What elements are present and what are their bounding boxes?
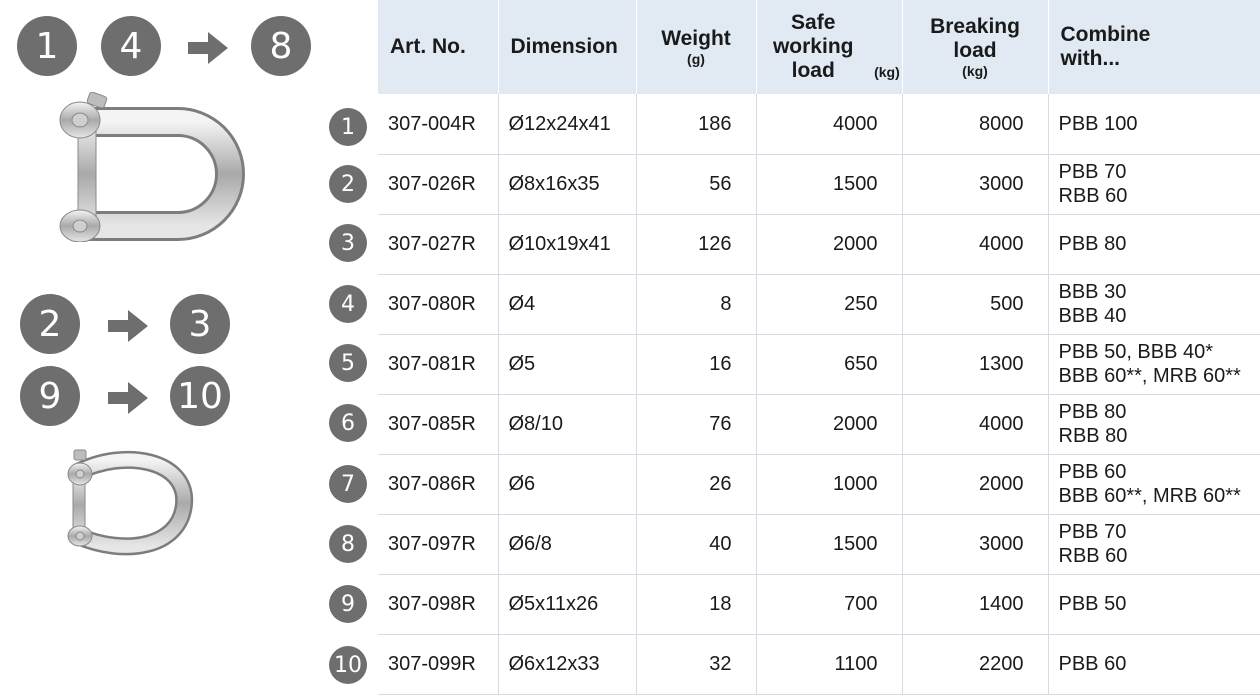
cell-safe-working-load: 1000 <box>756 454 902 514</box>
cell-safe-working-load: 1100 <box>756 634 902 694</box>
combine-line-2: BBB 60**, MRB 60** <box>1058 485 1241 507</box>
cell-breaking-load: 4000 <box>902 394 1048 454</box>
table-header-row <box>378 0 1260 94</box>
cell-combine-with <box>1048 334 1260 394</box>
cell-safe-working-load: 1500 <box>756 154 902 214</box>
cell-breaking-load: 2000 <box>902 454 1048 514</box>
group-number-3: 3 <box>170 294 230 354</box>
row-number-10: 10 <box>329 646 367 684</box>
cell-safe-working-load: 2000 <box>756 394 902 454</box>
combine-line-1: PBB 80 <box>1058 401 1127 423</box>
table-row <box>378 94 1260 154</box>
header-dimension: Dimension <box>498 0 636 94</box>
cell-art-no: 307-081R <box>378 334 498 394</box>
cell-dimension: Ø8x16x35 <box>498 154 636 214</box>
cell-safe-working-load: 250 <box>756 274 902 334</box>
table-row <box>378 214 1260 274</box>
cell-combine-with <box>1048 634 1260 694</box>
group-number-10: 10 <box>170 366 230 426</box>
row-number-9: 9 <box>329 585 367 623</box>
d-shackle-image <box>48 92 248 242</box>
row-number-7: 7 <box>329 465 367 503</box>
combine-line-1: PBB 50 <box>1058 593 1127 615</box>
table-row <box>378 454 1260 514</box>
combine-line-2: BBB 40 <box>1058 305 1127 327</box>
cell-art-no: 307-098R <box>378 574 498 634</box>
row-number-3: 3 <box>329 224 367 262</box>
arrow-right-icon <box>106 306 150 346</box>
combine-line-1: PBB 100 <box>1058 112 1138 135</box>
cell-art-no: 307-080R <box>378 274 498 334</box>
cell-weight: 56 <box>636 154 756 214</box>
combine-line-1: PBB 70 <box>1058 521 1127 543</box>
cell-safe-working-load: 650 <box>756 334 902 394</box>
cell-combine-with <box>1048 514 1260 574</box>
cell-breaking-load: 2200 <box>902 634 1048 694</box>
combine-line-1: PBB 60 <box>1058 653 1127 675</box>
cell-dimension: Ø6 <box>498 454 636 514</box>
header-weight <box>636 0 756 94</box>
cell-breaking-load: 8000 <box>902 94 1048 154</box>
cell-art-no: 307-004R <box>378 94 498 154</box>
arrow-right-icon <box>186 28 230 68</box>
cell-weight: 8 <box>636 274 756 334</box>
cell-art-no: 307-097R <box>378 514 498 574</box>
cell-weight: 126 <box>636 214 756 274</box>
cell-dimension: Ø12x24x41 <box>498 94 636 154</box>
combine-line-1: PBB 70 <box>1058 161 1127 183</box>
cell-combine-with <box>1048 214 1260 274</box>
cell-weight: 26 <box>636 454 756 514</box>
cell-art-no: 307-027R <box>378 214 498 274</box>
group-number-4: 4 <box>101 16 161 76</box>
table-row <box>378 634 1260 694</box>
table-row <box>378 574 1260 634</box>
cell-dimension: Ø5 <box>498 334 636 394</box>
cell-breaking-load: 3000 <box>902 514 1048 574</box>
cell-dimension: Ø6x12x33 <box>498 634 636 694</box>
table-row <box>378 514 1260 574</box>
bow-shackle-image <box>64 448 194 560</box>
header-combine-with <box>1048 0 1260 94</box>
cell-art-no: 307-085R <box>378 394 498 454</box>
combine-line-1: PBB 60 <box>1058 461 1127 483</box>
product-table <box>378 0 1260 695</box>
combine-line-2: RBB 60 <box>1058 185 1128 207</box>
arrow-right-icon <box>106 378 150 418</box>
cell-combine-with <box>1048 274 1260 334</box>
table-row <box>378 154 1260 214</box>
cell-breaking-load: 1300 <box>902 334 1048 394</box>
cell-art-no: 307-099R <box>378 634 498 694</box>
row-number-6: 6 <box>329 404 367 442</box>
header-weight-unit: (g) <box>687 51 705 67</box>
combine-line-1: BBB 30 <box>1058 281 1127 303</box>
cell-weight: 16 <box>636 334 756 394</box>
cell-dimension: Ø6/8 <box>498 514 636 574</box>
cell-combine-with <box>1048 94 1260 154</box>
row-number-1: 1 <box>329 108 367 146</box>
cell-combine-with <box>1048 394 1260 454</box>
cell-combine-with <box>1048 454 1260 514</box>
group-number-9: 9 <box>20 366 80 426</box>
table-row <box>378 334 1260 394</box>
cell-breaking-load: 4000 <box>902 214 1048 274</box>
cell-safe-working-load: 2000 <box>756 214 902 274</box>
header-breaking-load <box>902 0 1048 94</box>
cell-breaking-load: 500 <box>902 274 1048 334</box>
cell-breaking-load: 1400 <box>902 574 1048 634</box>
header-weight-label: Weight <box>661 27 731 50</box>
header-combine-label: Combine with... <box>1060 23 1151 70</box>
cell-safe-working-load: 700 <box>756 574 902 634</box>
row-number-2: 2 <box>329 165 367 203</box>
group-number-8: 8 <box>251 16 311 76</box>
cell-safe-working-load: 1500 <box>756 514 902 574</box>
row-number-8: 8 <box>329 525 367 563</box>
cell-combine-with <box>1048 154 1260 214</box>
cell-weight: 40 <box>636 514 756 574</box>
cell-dimension: Ø4 <box>498 274 636 334</box>
cell-safe-working-load: 4000 <box>756 94 902 154</box>
cell-weight: 32 <box>636 634 756 694</box>
header-safe-working-load <box>756 0 902 94</box>
product-table-container <box>378 0 1260 690</box>
cell-art-no: 307-026R <box>378 154 498 214</box>
combine-line-2: RBB 80 <box>1058 425 1128 447</box>
table-row <box>378 274 1260 334</box>
combine-line-1: PBB 80 <box>1058 233 1127 255</box>
cell-combine-with <box>1048 574 1260 634</box>
cell-breaking-load: 3000 <box>902 154 1048 214</box>
row-number-5: 5 <box>329 344 367 382</box>
cell-art-no: 307-086R <box>378 454 498 514</box>
cell-weight: 186 <box>636 94 756 154</box>
cell-dimension: Ø5x11x26 <box>498 574 636 634</box>
group-number-1: 1 <box>17 16 77 76</box>
header-art-no: Art. No. <box>378 0 498 94</box>
header-swl-unit: (kg) <box>874 64 900 80</box>
cell-weight: 76 <box>636 394 756 454</box>
header-swl-label: Safe working load <box>772 11 854 82</box>
combine-line-2: BBB 60**, MRB 60** <box>1058 365 1241 387</box>
cell-weight: 18 <box>636 574 756 634</box>
header-breaking-label: Breaking load <box>930 15 1020 62</box>
combine-line-2: RBB 60 <box>1058 545 1128 567</box>
cell-dimension: Ø8/10 <box>498 394 636 454</box>
table-row <box>378 394 1260 454</box>
header-breaking-unit: (kg) <box>962 63 988 79</box>
row-number-4: 4 <box>329 285 367 323</box>
combine-line-1: PBB 50, BBB 40* <box>1058 341 1214 363</box>
cell-dimension: Ø10x19x41 <box>498 214 636 274</box>
group-number-2: 2 <box>20 294 80 354</box>
